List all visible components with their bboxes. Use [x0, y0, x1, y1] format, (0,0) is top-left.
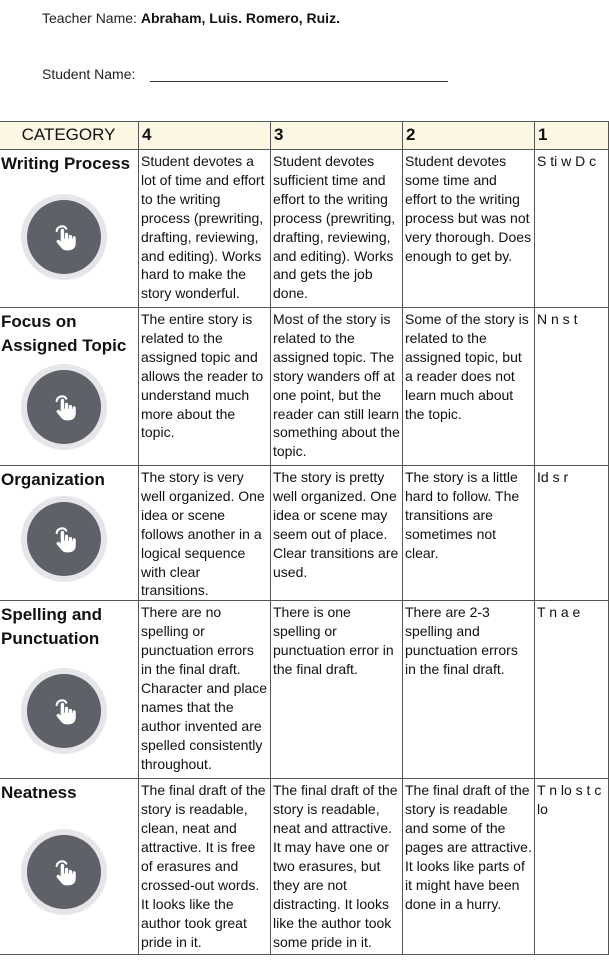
table-row: [0, 601, 609, 779]
table-row: [0, 308, 609, 466]
table-row: [0, 150, 609, 308]
category-cell: [0, 601, 139, 779]
tap-button[interactable]: [21, 496, 107, 582]
rubric-cell: There are 2-3 spelling and punctuation errors in the final draft.: [403, 601, 535, 779]
rubric-cell: Id s r: [535, 466, 609, 601]
tap-button[interactable]: [21, 829, 107, 915]
rubric-cell: The final draft of the story is readable and some of the pages are attractive. It looks like parts of it might have been done in a hurry.: [403, 779, 535, 955]
tap-button-inner: [27, 200, 101, 274]
category-cell: [0, 308, 139, 466]
rubric-header-row: [0, 122, 609, 150]
rubric-cell: Student devotes some time and effort to the writing process but was not very thorough. Does enough to get by.: [403, 150, 535, 308]
tap-button[interactable]: [21, 668, 107, 754]
touch-gesture-icon: [48, 391, 80, 423]
category-label: Spelling and Punctuation: [1, 605, 103, 649]
rubric-cell: The final draft of the story is readable, clean, neat and attractive. It is free of erasures and crossed-out words. It looks like the author took great pride in it.: [139, 779, 271, 955]
student-name-line: [42, 66, 135, 82]
rubric-cell: S ti w D c: [535, 150, 609, 308]
tap-button-inner: [27, 835, 101, 909]
student-name-blank[interactable]: [150, 81, 448, 82]
category-cell: [0, 779, 139, 955]
category-label: Neatness: [1, 783, 77, 803]
rubric-cell: There are no spelling or punctuation errors in the final draft. Character and place names that the author invented are spelled consistently throughout.: [139, 601, 271, 779]
rubric-cell: T n a e: [535, 601, 609, 779]
rubric-cell: Most of the story is related to the assigned topic. The story wanders off at one point, but the reader can still learn something about the topic.: [271, 308, 403, 466]
rubric-cell: The story is very well organized. One idea or scene follows another in a logical sequence with clear transitions.: [139, 466, 271, 601]
header-score-3: 3: [271, 122, 403, 150]
header-score-2: 2: [403, 122, 535, 150]
rubric-cell: N n s t: [535, 308, 609, 466]
category-label: Writing Process: [1, 154, 131, 173]
table-row: [0, 466, 609, 601]
teacher-label: Teacher Name:: [42, 10, 137, 26]
tap-button[interactable]: [21, 364, 107, 450]
touch-gesture-icon: [48, 523, 80, 555]
rubric-cell: The entire story is related to the assigned topic and allows the reader to understand much more about the topic.: [139, 308, 271, 466]
touch-gesture-icon: [48, 695, 80, 727]
touch-gesture-icon: [48, 856, 80, 888]
teacher-name: Abraham, Luis. Romero, Ruiz.: [140, 10, 340, 26]
header-score-4: 4: [139, 122, 271, 150]
category-cell: [0, 466, 139, 601]
rubric-cell: There is one spelling or punctuation error in the final draft.: [271, 601, 403, 779]
rubric-cell: Student devotes sufficient time and effort to the writing process (prewriting, drafting, reviewing, and editing). Works and gets the job done.: [271, 150, 403, 308]
category-label: Focus on Assigned Topic: [1, 312, 127, 355]
tap-button[interactable]: [21, 194, 107, 280]
tap-button-inner: [27, 370, 101, 444]
rubric-cell: The final draft of the story is readable, neat and attractive. It may have one or two erasures, but they are not distracting. It looks like the author took some pride in it.: [271, 779, 403, 955]
rubric-cell: Student devotes a lot of time and effort to the writing process (prewriting, drafting, reviewing, and editing). Works hard to make the story wonderful.: [139, 150, 271, 308]
header-category: CATEGORY: [0, 122, 139, 150]
header-score-1: 1: [535, 122, 609, 150]
touch-gesture-icon: [48, 221, 80, 253]
rubric-cell: T n lo s t c lo: [535, 779, 609, 955]
rubric-cell: The story is a little hard to follow. The transitions are sometimes not clear.: [403, 466, 535, 601]
rubric-cell: Some of the story is related to the assigned topic, but a reader does not learn much about the topic.: [403, 308, 535, 466]
tap-button-inner: [27, 502, 101, 576]
tap-button-inner: [27, 674, 101, 748]
category-cell: [0, 150, 139, 308]
teacher-name-line: [42, 10, 340, 26]
category-label: Organization: [1, 470, 105, 489]
table-row: [0, 779, 609, 955]
rubric-table: [0, 121, 609, 955]
student-label: Student Name:: [42, 66, 136, 82]
rubric-cell: The story is pretty well organized. One idea or scene may seem out of place. Clear transitions are used.: [271, 466, 403, 601]
